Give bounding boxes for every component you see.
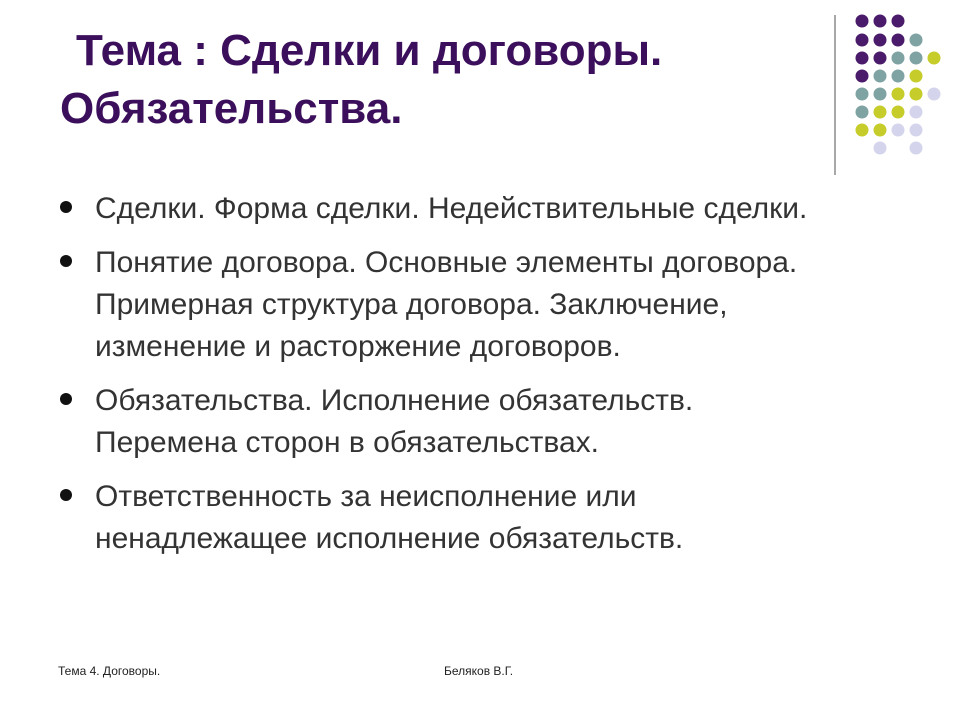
decorative-dot <box>910 70 923 83</box>
decorative-dot <box>892 15 905 28</box>
bullet-text: Ответственность за неисполнение или ненадлежащее исполнение обязательств. <box>95 480 684 555</box>
bullet-icon <box>60 201 72 213</box>
bullet-item <box>58 380 818 464</box>
bullet-text: Обязательства. Исполнение обязательств. Перемена сторон в обязательствах. <box>95 384 694 459</box>
bullet-list <box>58 188 818 572</box>
decorative-dot <box>856 34 869 47</box>
title-line-1: Тема : Сделки и договоры. <box>76 26 663 75</box>
bullet-item <box>58 476 818 560</box>
decorative-dot <box>910 52 923 65</box>
decorative-dot <box>892 52 905 65</box>
decorative-dot <box>874 88 887 101</box>
decorative-divider <box>834 15 836 175</box>
decorative-dot <box>910 142 923 155</box>
decorative-dot <box>910 106 923 119</box>
bullet-icon <box>60 393 72 405</box>
decorative-dot <box>856 52 869 65</box>
decorative-dot <box>874 15 887 28</box>
decorative-dot <box>856 106 869 119</box>
decorative-dot <box>874 34 887 47</box>
decorative-dot <box>874 52 887 65</box>
decorative-dot <box>892 70 905 83</box>
bullet-item <box>58 242 818 368</box>
title-line-2: Обязательства. <box>60 84 403 133</box>
decorative-dot <box>928 52 941 65</box>
decorative-dot <box>892 88 905 101</box>
decorative-dot <box>874 106 887 119</box>
decorative-dot <box>928 88 941 101</box>
decorative-dot <box>856 70 869 83</box>
decorative-dot <box>910 88 923 101</box>
decorative-dot <box>874 142 887 155</box>
bullet-item <box>58 188 818 230</box>
decorative-dot <box>874 124 887 137</box>
footer-author: Беляков В.Г. <box>444 664 514 678</box>
bullet-icon <box>60 255 72 267</box>
decorative-dot <box>856 124 869 137</box>
decorative-dot <box>910 34 923 47</box>
footer-topic: Тема 4. Договоры. <box>58 664 161 678</box>
bullet-text: Сделки. Форма сделки. Недействительные сделки. <box>95 192 808 225</box>
decorative-dot <box>892 106 905 119</box>
decorative-dot <box>892 124 905 137</box>
decorative-dot <box>874 70 887 83</box>
bullet-text: Понятие договора. Основные элементы договора. Примерная структура договора. Заключение, изменение и расторжение договоров. <box>95 246 798 363</box>
slide-title <box>60 22 800 138</box>
decorative-dot <box>856 88 869 101</box>
bullet-icon <box>60 489 72 501</box>
decorative-dot <box>892 34 905 47</box>
decorative-dot <box>910 124 923 137</box>
decorative-dot <box>856 15 869 28</box>
